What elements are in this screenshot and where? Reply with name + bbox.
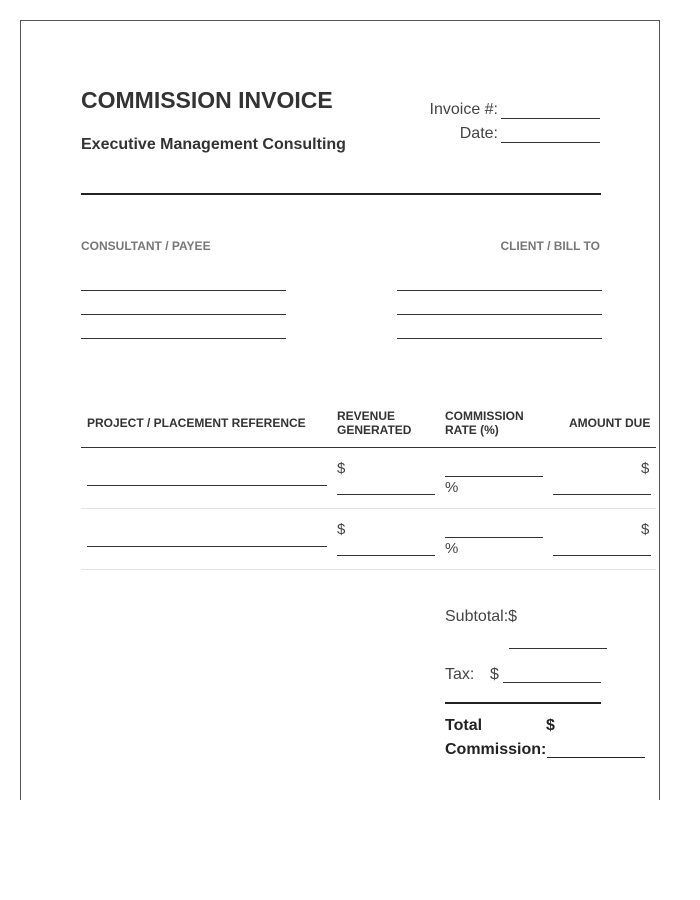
rate-blank[interactable] — [445, 476, 543, 477]
subtotal-currency: $ — [508, 608, 518, 625]
client-line-1[interactable] — [397, 290, 602, 291]
table-row — [81, 451, 656, 509]
total-blank[interactable] — [547, 757, 645, 758]
reference-blank[interactable] — [87, 485, 327, 486]
invoice-page — [20, 20, 660, 800]
tax-currency: $ — [490, 666, 499, 683]
total-label-line1: Total — [445, 717, 483, 734]
subtotal-row — [445, 608, 517, 626]
invoice-number-blank[interactable] — [501, 104, 600, 119]
row-divider — [81, 508, 656, 509]
invoice-number-field — [430, 101, 600, 119]
col-header-amount: AMOUNT DUE — [569, 416, 651, 430]
total-currency: $ — [546, 717, 555, 734]
invoice-number-label: Invoice #: — [429, 101, 498, 118]
client-label: CLIENT / BILL TO — [500, 239, 600, 253]
consultant-line-2[interactable] — [81, 314, 286, 315]
col-header-reference: PROJECT / PLACEMENT REFERENCE — [87, 416, 306, 430]
tax-blank[interactable] — [503, 682, 601, 683]
invoice-title: COMMISSION INVOICE — [81, 87, 333, 113]
company-name: Executive Management Consulting — [81, 136, 346, 153]
amount-blank[interactable] — [553, 555, 651, 556]
row-divider — [81, 569, 656, 570]
consultant-label: CONSULTANT / PAYEE — [81, 239, 211, 253]
client-line-2[interactable] — [397, 314, 602, 315]
header-divider — [81, 193, 601, 195]
rate-percent: % — [445, 540, 459, 557]
rate-blank[interactable] — [445, 537, 543, 538]
revenue-currency: $ — [337, 521, 346, 538]
revenue-blank[interactable] — [337, 494, 435, 495]
consultant-line-1[interactable] — [81, 290, 286, 291]
total-divider — [445, 702, 601, 704]
amount-currency: $ — [641, 460, 650, 477]
reference-blank[interactable] — [87, 546, 327, 547]
amount-blank[interactable] — [553, 494, 651, 495]
col-header-rate: COMMISSION RATE (%) — [445, 409, 524, 437]
consultant-line-3[interactable] — [81, 338, 286, 339]
table-row — [81, 512, 656, 570]
revenue-blank[interactable] — [337, 555, 435, 556]
rate-percent: % — [445, 479, 459, 496]
revenue-currency: $ — [337, 460, 346, 477]
amount-currency: $ — [641, 521, 650, 538]
col-header-revenue: REVENUE GENERATED — [337, 409, 412, 437]
table-header-rule — [81, 447, 656, 448]
client-line-3[interactable] — [397, 338, 602, 339]
date-blank[interactable] — [501, 128, 600, 143]
total-label-line2: Commission: — [445, 741, 547, 758]
subtotal-label: Subtotal: — [445, 608, 509, 625]
subtotal-blank[interactable] — [509, 648, 607, 649]
date-label: Date: — [459, 125, 498, 142]
tax-label: Tax: — [445, 666, 475, 683]
date-field — [460, 125, 600, 143]
